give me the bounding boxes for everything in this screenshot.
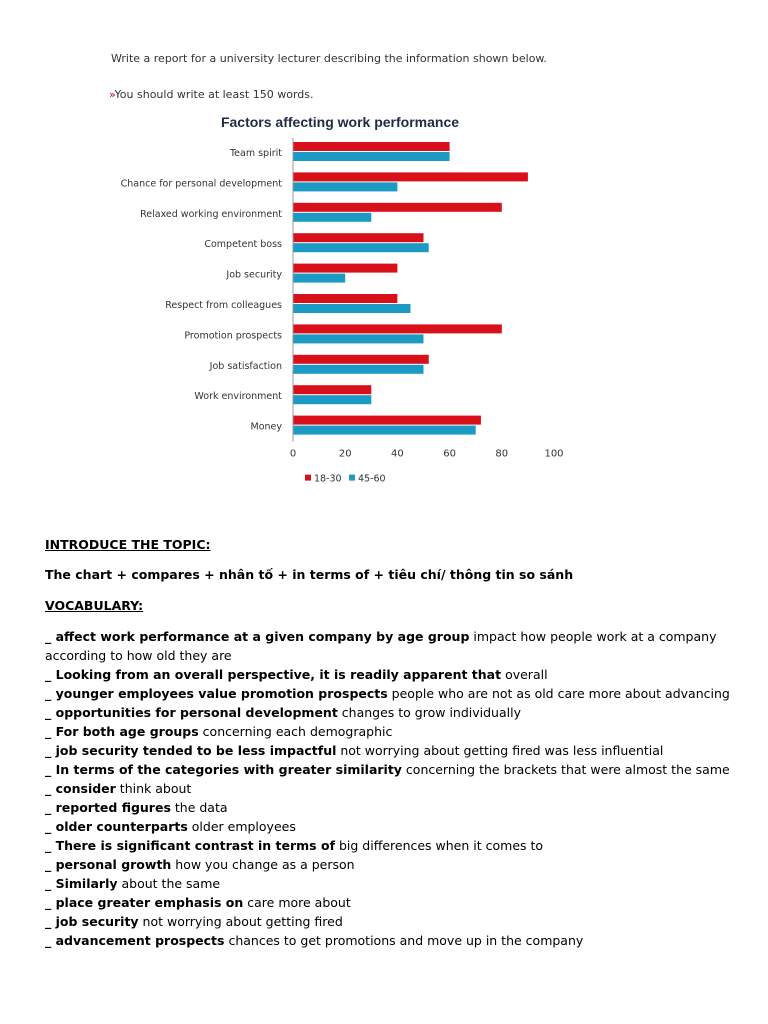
vocab-item [45,893,745,912]
vocab-item [45,855,745,874]
vocab-meaning: changes to grow individually [337,705,521,720]
bar-45-60 [293,395,371,404]
x-tick-label: 80 [495,448,509,460]
x-tick-label: 20 [338,448,352,460]
category-label: Money [250,421,282,433]
category-label: Job satisfaction [209,360,282,372]
vocab-term: _ Similarly [45,876,118,891]
vocab-item [45,931,745,950]
vocab-term: _ affect work performance at a given company by age group [45,629,470,644]
legend-swatch-18-30 [305,475,311,481]
x-tick-label: 40 [391,448,404,460]
introduce-heading: INTRODUCE THE TOPIC: [45,537,211,552]
introduce-formula: The chart + compares + nhân tố + in terms of + tiêu chí/ thông tin so sánh [45,567,574,582]
category-label: Promotion prospects [184,330,282,342]
vocab-meaning: not worrying about getting fired was less influential [336,743,664,758]
vocab-term: _ place greater emphasis on [45,895,244,910]
bar-18-30 [293,142,450,151]
vocab-term: _ opportunities for personal development [45,705,338,720]
vocab-item [45,874,745,893]
vocab-meaning: not worrying about getting fired [138,914,343,929]
vocab-item [45,684,745,703]
x-tick-label: 100 [544,448,564,460]
category-label: Relaxed working environment [140,208,282,220]
x-tick-label: 0 [289,448,297,460]
vocab-meaning: big differences when it comes to [335,838,544,853]
bar-18-30 [293,264,397,273]
vocab-meaning: impact how people work at a company according to how old they are [45,629,717,663]
legend-swatch-45-60 [349,475,355,481]
task-prompt: Write a report for a university lecturer describing the information shown below. [111,52,547,65]
category-label: Job security [226,269,282,281]
bar-45-60 [293,334,424,343]
vocab-item [45,779,745,798]
vocab-item [45,836,745,855]
bar-18-30 [293,416,481,425]
vocab-term: _ older counterparts [45,819,188,834]
bar-18-30 [293,355,429,364]
bar-45-60 [293,152,450,161]
bar-45-60 [293,243,429,252]
legend-label-45-60: 45-60 [358,473,386,485]
vocab-meaning: the data [170,800,228,815]
chart-title: Factors affecting work performance [220,114,460,130]
vocab-item [45,912,745,931]
vocab-meaning: about the same [117,876,221,891]
vocab-term: _ consider [45,781,116,796]
category-label: Competent boss [204,239,282,251]
category-label: Team spirit [229,148,282,159]
vocabulary-list [45,627,745,950]
task-requirement [109,88,314,101]
vocab-term: _ advancement prospects [45,933,225,948]
legend-label-18-30: 18-30 [314,473,342,485]
bullet-marker: » [109,88,115,101]
vocab-item [45,665,745,684]
bar-45-60 [293,365,424,374]
vocab-meaning: older employees [187,819,296,834]
vocab-item [45,817,745,836]
bar-18-30 [293,324,502,333]
bar-18-30 [293,294,397,303]
category-label: Work environment [194,391,282,403]
vocab-meaning: concerning the brackets that were almost the same [401,762,730,777]
vocab-term: _ reported figures [45,800,171,815]
vocab-item [45,722,745,741]
vocab-meaning: how you change as a person [171,857,355,872]
vocabulary-heading: VOCABULARY: [45,598,144,613]
vocab-item [45,703,745,722]
bar-18-30 [293,172,528,181]
vocab-meaning: overall [501,667,548,682]
vocab-item [45,760,745,779]
category-label: Chance for personal development [120,178,282,190]
bar-45-60 [293,213,371,222]
bar-45-60 [293,274,345,283]
bar-18-30 [293,203,502,212]
task-requirement-text: You should write at least 150 words. [114,88,314,101]
bar-45-60 [293,304,410,313]
vocab-meaning: care more about [243,895,351,910]
vocab-term: _ younger employees value promotion prospects [45,686,388,701]
x-tick-label: 60 [443,448,456,460]
vocab-term: _ job security [45,914,139,929]
vocab-meaning: chances to get promotions and move up in the company [224,933,584,948]
vocab-meaning: think about [115,781,192,796]
vocab-term: _ Looking from an overall perspective, it is readily apparent that [45,667,502,682]
vocab-term: _ job security tended to be less impactful [45,743,337,758]
vocab-item [45,798,745,817]
bar-45-60 [293,182,397,191]
bar-45-60 [293,426,476,435]
vocab-term: _ In terms of the categories with greater similarity [45,762,402,777]
category-label: Respect from colleagues [165,300,282,311]
vocab-term: _ personal growth [45,857,172,872]
vocab-term: _ There is significant contrast in terms of [45,838,336,853]
vocab-term: _ For both age groups [45,724,199,739]
vocab-meaning: concerning each demographic [198,724,393,739]
bar-18-30 [293,233,424,242]
vocab-item [45,741,745,760]
bar-18-30 [293,385,371,394]
vocab-item [45,627,745,665]
vocab-meaning: people who are not as old care more about advancing [387,686,730,701]
bar-chart [100,108,580,508]
